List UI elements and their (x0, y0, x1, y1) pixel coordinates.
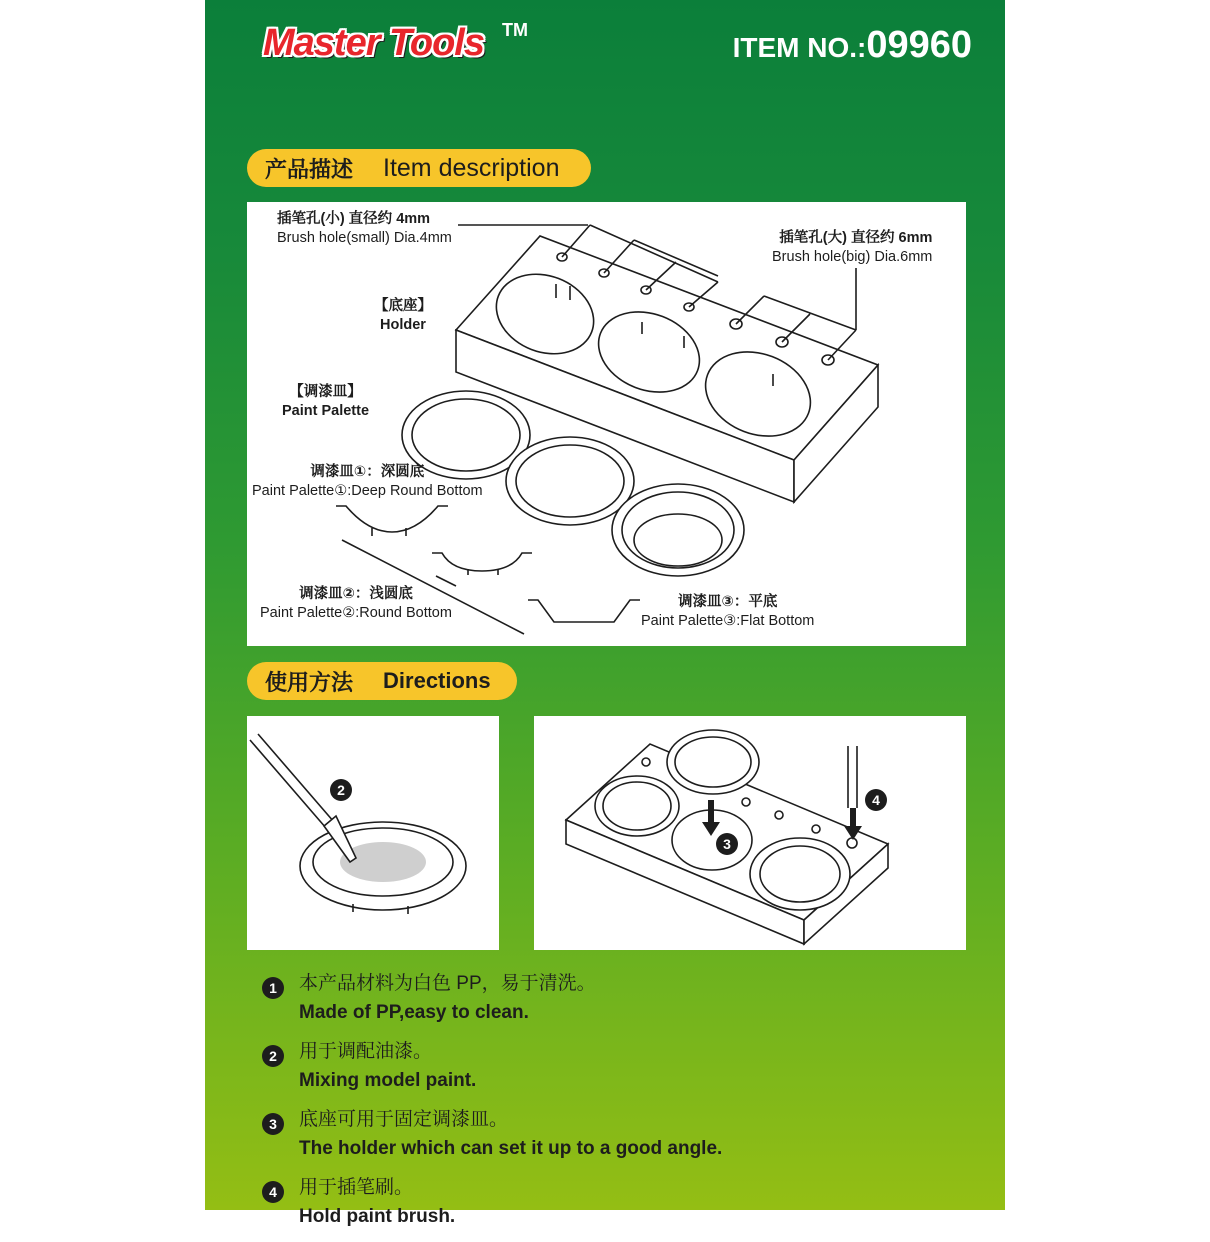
heading-en: Item description (383, 153, 560, 182)
step-text-zh: 本产品材料为白色 PP，易于清洗。 (299, 973, 596, 994)
palette-3-en: Paint Palette③:Flat Bottom (641, 613, 815, 629)
step-number: 1 (262, 977, 284, 999)
list-item (262, 970, 982, 1028)
step-text-en: Mixing model paint. (299, 1070, 477, 1091)
directions-list (262, 970, 982, 1242)
list-item (262, 1174, 982, 1232)
list-item (262, 1106, 982, 1164)
brand-logo-text: Master Tools (263, 22, 484, 64)
marker-2: 2 (337, 782, 345, 798)
step-text-zh: 底座可用于固定调漆皿。 (299, 1109, 509, 1130)
palette-en: Paint Palette (282, 403, 370, 419)
palette-3-zh: 调漆皿③：平底 (678, 594, 778, 610)
step-text-en: The holder which can set it up to a good angle. (299, 1138, 723, 1159)
step-number: 3 (262, 1113, 284, 1135)
marker-4: 4 (872, 792, 880, 808)
step-text-en: Made of PP,easy to clean. (299, 1002, 529, 1023)
palette-2-zh: 调漆皿②：浅圆底 (299, 586, 413, 602)
directions-heading-zh: 使用方法 (265, 669, 354, 695)
assembly-figure (566, 730, 888, 944)
directions-heading-en: Directions (383, 668, 491, 693)
palette-1-en: Paint Palette①:Deep Round Bottom (252, 483, 483, 499)
step-number: 4 (262, 1181, 284, 1203)
item-number-value: 09960 (866, 24, 972, 66)
heading-zh: 产品描述 (265, 156, 354, 182)
list-item (262, 1038, 982, 1096)
step-text-en: Hold paint brush. (299, 1206, 456, 1227)
holder-en: Holder (380, 317, 426, 333)
holder-zh: 【底座】 (374, 298, 432, 314)
palette-1-zh: 调漆皿①：深圆底 (310, 464, 425, 480)
step-text-zh: 用于插笔刷。 (299, 1177, 414, 1198)
step-number: 2 (262, 1045, 284, 1067)
hole-big-en: Brush hole(big) Dia.6mm (772, 249, 933, 265)
palette-2-en: Paint Palette②:Round Bottom (260, 605, 452, 621)
step-text-zh: 用于调配油漆。 (299, 1041, 433, 1062)
hole-small-zh: 插笔孔(小) 直径约 4mm (277, 211, 431, 227)
marker-3: 3 (723, 836, 731, 852)
mixing-figure (250, 734, 466, 914)
hole-small-en: Brush hole(small) Dia.4mm (277, 230, 452, 246)
item-number-label: ITEM NO.: (732, 32, 867, 63)
palette-zh: 【调漆皿】 (289, 384, 362, 400)
trademark-mark: TM (502, 20, 528, 40)
hole-big-zh: 插笔孔(大) 直径约 6mm (779, 230, 933, 246)
